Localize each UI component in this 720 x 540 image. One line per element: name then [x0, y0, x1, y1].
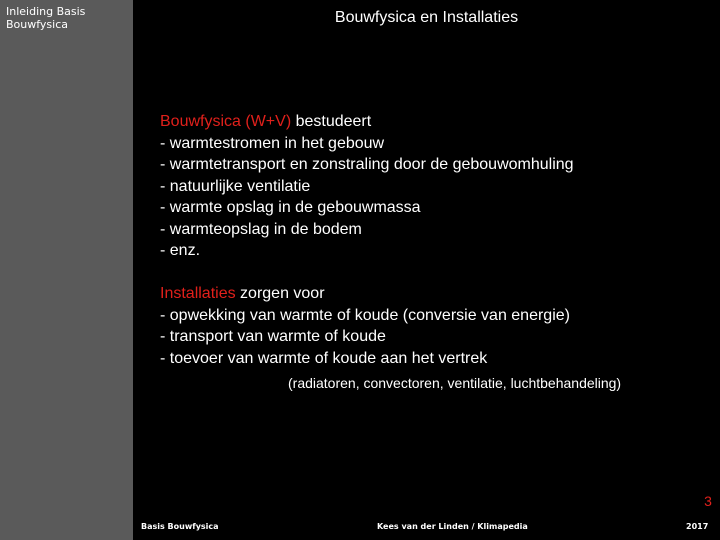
- bouwfysica-block: [160, 111, 574, 262]
- installaties-block: [160, 283, 570, 369]
- installaties-item: - transport van warmte of koude: [160, 328, 386, 345]
- bouwfysica-heading: [160, 111, 574, 133]
- footer-course: Basis Bouwfysica: [141, 522, 219, 531]
- bouwfysica-heading-rest: bestudeert: [291, 113, 372, 130]
- page-number: 3: [704, 493, 712, 509]
- bouwfysica-item: - warmte opslag in de gebouwmassa: [160, 199, 421, 216]
- bouwfysica-item: - warmtestromen in het gebouw: [160, 134, 385, 152]
- sidebar-title: [6, 5, 130, 31]
- installaties-item: - opwekking van warmte of koude (conversie van energie): [160, 306, 570, 324]
- installaties-heading: [160, 283, 570, 305]
- bouwfysica-item: - enz.: [160, 242, 201, 259]
- footer-author: Kees van der Linden / Klimapedia: [377, 522, 528, 531]
- slide-title: Bouwfysica en Installaties: [334, 9, 519, 26]
- sidebar-title-line-2: Bouwfysica: [6, 18, 69, 31]
- sidebar: [0, 0, 133, 540]
- installaties-heading-rest: zorgen voor: [235, 285, 325, 302]
- bouwfysica-item: - natuurlijke ventilatie: [160, 177, 311, 195]
- sidebar-title-line-1: Inleiding Basis: [6, 5, 86, 18]
- bouwfysica-item: - warmtetransport en zonstraling door de gebouwomhuling: [160, 156, 574, 173]
- footer-year: 2017: [686, 522, 709, 531]
- bouwfysica-item: - warmteopslag in de bodem: [160, 220, 362, 238]
- installaties-examples-note: (radiatoren, convectoren, ventilatie, luchtbehandeling): [288, 375, 622, 391]
- installaties-item: - toevoer van warmte of koude aan het vertrek: [160, 349, 488, 367]
- installaties-heading-highlight: Installaties: [160, 285, 236, 302]
- bouwfysica-heading-highlight: Bouwfysica (W+V): [160, 113, 292, 130]
